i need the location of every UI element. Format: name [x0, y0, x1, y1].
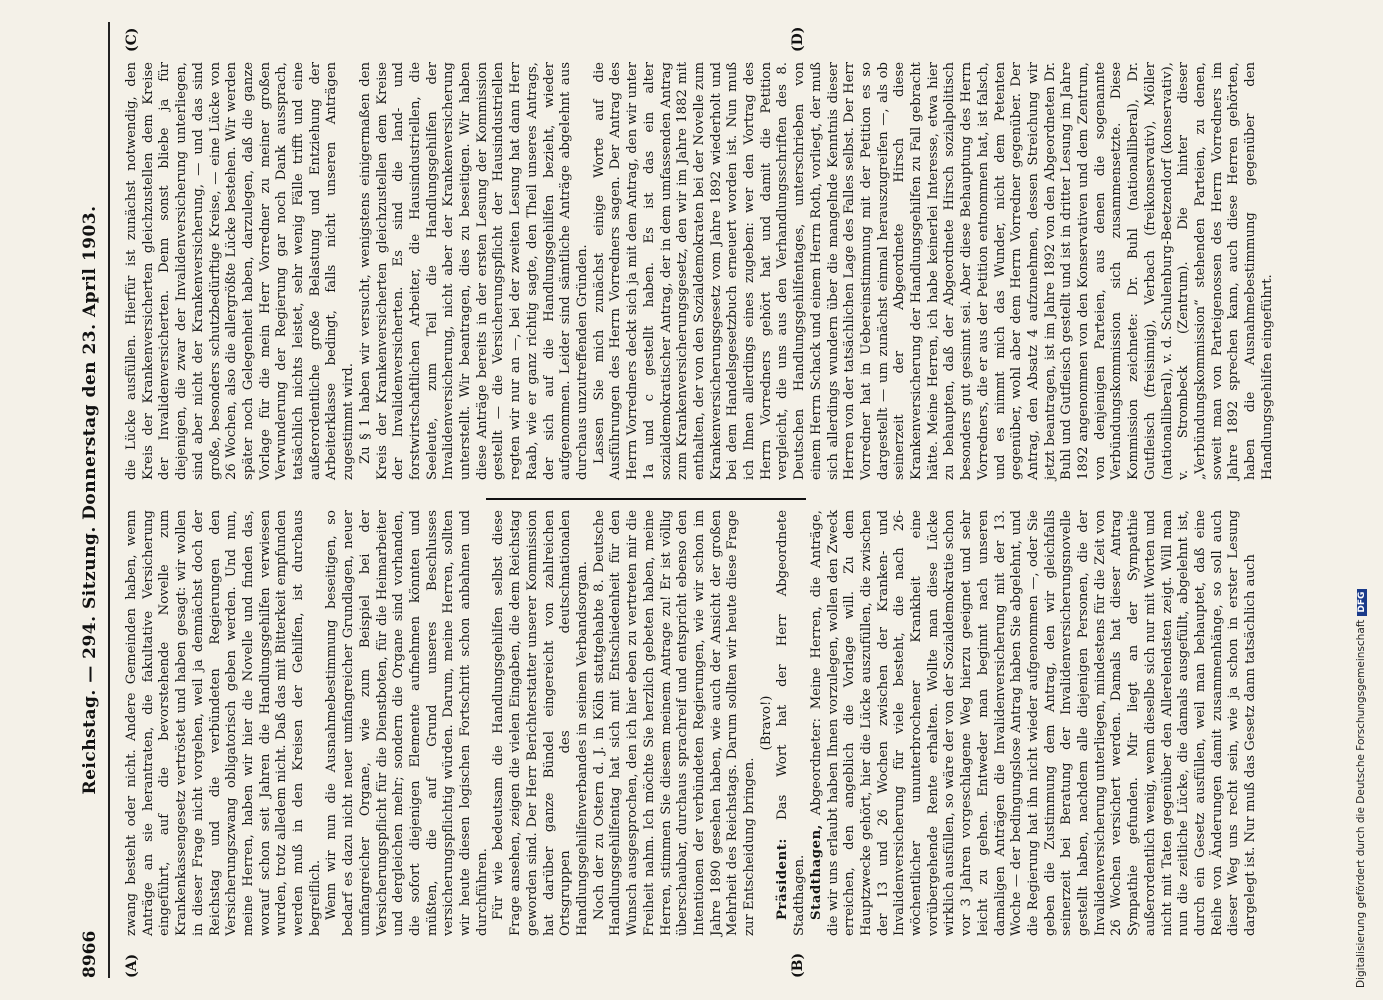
speaker-president: Präsident:: [775, 837, 791, 920]
left-paragraph-4: Noch der zu Ostern d. J. in Köln stattgehabte 8. Deutsche Handlungsgehilfentag hat sich mit Entschiedenheit für den Wunsch ausgesprochen, den ich hier eben zu vertreten mir die Freiheit nahm. Ich möchte Sie herzlich gebeten haben, meine Herren, stimmen Sie diesem meinem Antrage zu! Er ist völlig überschaubar, durchaus sprachreif und entspricht ebenso den Intentionen der verbündeten Regierungen, wie wir schon im Jahre 1890 gesehen haben, wie auch der Ansicht der großen Mehrheit des Reichstags. Darum sollten wir heute diese Frage zur Entscheidung bringen.: [591, 510, 758, 936]
page-title: Reichstag. — 294. Sitzung. Donnerstag den 23. April 1903.: [80, 205, 100, 795]
dfg-logo: DFG: [1357, 589, 1367, 616]
president-text: Das Wort hat der Herr Abgeordnete Stadthagen.: [775, 510, 808, 936]
margin-marker-a: (A): [124, 953, 140, 978]
stadthagen-text: Abgeordneter: Meine Herren, die Anträge, die wir uns erlaubt haben Ihnen vorzulegen, wollen den Zweck erreichen, den angeblich die Vorlage will. Zu dem Hauptzwecke gehört, hier die Lücke auszufüllen, die zwischen der 13 und 26 Wochen zwischen der Kranken- und Invalidenversicherung für viele besteht, die nach 26-wöchentlicher ununterbrochener Krankheit eine vorübergehende Rente erhalten. Wollte man diese Lücke wirklich ausfüllen, so wäre der von der Sozialdemokratie schon vor 3 Jahren vorgeschlagene Weg hierzu geeignet und sehr leicht zu gehen. Entweder man beginnt nach unseren damaligen Anträgen die Invalidenversicherung mit der 13. Woche — der bedingungslose Antrag haben Sie abgelehnt, und die Regierung hat ihn nicht wieder aufgenommen —, oder Sie geben die Zustimmung dem Antrag, den wir gleichfalls seinerzeit bei Beratung der Invalidenversicherungsnovelle gestellt haben, nachdem alle diejenigen Personen, die der Invalidenversicherung unterliegen, mindestens für die Zeit von 26 Wochen versichert werden. Damals hat dieser Antrag Sympathie gefunden. Mir liegt an der Sympathie außerordentlich wenig, wenn dieselbe sich nur mit Worten und nicht mit Taten gegenüber den Allerelendsten zeigt. Will man nun die zeitliche Lücke, die damals ausgefüllt, abgelehnt ist, durch ein Gesetz ausfüllen, weil man behauptet, daß eine Reihe von Änderungen damit zusammenhänge, so soll auch dieser Weg uns recht sein, wie ja schon in erster Lesung dargelegt ist. Nur muß das Gesetz dann tatsächlich auch: [808, 510, 1259, 936]
digitization-note: [1355, 0, 1367, 1000]
page-header: [80, 22, 106, 978]
header-rule: [108, 22, 110, 978]
right-paragraph-2: Zu § 1 haben wir versucht, wenigstens einigermaßen den Kreis der Krankenversicherten gleichzustellen dem Kreise der Invalidenversicherten. Es sind die land- und forstwirtschaftlichen Arbeiter, die Hausindustriellen, die Seeleute, zum Teil die Handlungsgehilfen der Invalidenversicherung, nicht aber der Krankenversicherung unterstellt. Wir beantragen, dies zu beseitigen. Wir haben diese Anträge bereits in der ersten Lesung der Kommission gestellt — die Versicherungspflicht der Hausindustriellen regten wir nur an —, bei der zweiten Lesung hat dann Herr Raab, wie er ganz richtig sagte, den Theil unseres Antrags, der sich auf die Handlungsgehilfen bezieht, wieder aufgenommen. Leider sind sämtliche Anträge abgelehnt aus durchaus unzutreffenden Gründen.: [357, 62, 590, 480]
digitization-text: Digitalisierung gefördert durch die Deutsche Forschungsgemeinschaft: [1355, 619, 1367, 988]
margin-marker-d: (D): [790, 26, 806, 52]
column-divider: [486, 498, 806, 500]
stadthagen-speech: [809, 510, 1260, 936]
president-remark: [775, 510, 808, 936]
left-column: [124, 510, 1260, 936]
left-paragraph-2: Wenn wir nun die Ausnahmebestimmung beseitigen, so bedarf es dazu nicht neuer umfangreicher Grundlagen, neuer umfangreicher Organe, wie zum Beispiel bei der Versicherungspflicht für die Dienstboten, für die Heimarbeiter und dergleichen mehr; sondern die Organe sind vorhanden, die sofort diejenigen Elemente aufnehmen könnten und müßten, die auf Grund unseres Beschlusses versicherungspflichtig würden. Darum, meine Herren, sollten wir heute diesen logischen Fortschritt schon anbahnen und durchführen.: [324, 510, 490, 936]
speaker-stadthagen: Stadthagen,: [808, 824, 824, 920]
right-paragraph-1: die Lücke ausfüllen. Hierfür ist zunächst notwendig, den Kreis der Krankenversicherten gleichzustellen dem Kreise der Invalidenversicherten. Denn sonst bliebe ja für diejenigen, die zwar der Invalidenversicherung unterliegen, sind aber nicht der Krankenversicherung, — und das sind große, besonders schutzbedürftige Kreise, — eine Lücke von 26 Wochen, also die allergrößte Lücke bestehen. Wir werden später noch Gelegenheit haben, darzulegen, daß die ganze Vorlage für die mein Herr Vorredner zu meiner großen Verwunderung der Regierung gar noch Dank aussprach, tatsächlich nichts leistet, sehr wenig Fälle trifft und eine außerordentliche große Belastung und Entziehung der Arbeiterklasse bedingt, falls nicht unseren Anträgen zugestimmt wird.: [124, 62, 357, 480]
left-paragraph-3: Für wie bedeutsam die Handlungsgehilfen selbst diese Frage ansehen, zeigen die vielen Eingaben, die dem Reichstag geworden sind. Der Herr Berichterstatter unserer Kommission hat darüber ganze Bündel eingereicht von zahlreichen Ortsgruppen des deutschnationalen Handlungsgehilfenverbandes in seinem Verbandsorgan.: [491, 510, 590, 936]
margin-marker-c: (C): [124, 27, 140, 52]
right-paragraph-3: Lassen Sie mich zunächst einige Worte auf die Ausführungen des Herrn Vorredners sagen. Der Antrag des Herrn Vorredners deckt sich ja mit dem Antrag, den wir unter 1a und c gestellt haben. Es ist das ein alter sozialdemokratischer Antrag, der in dem umfassenden Antrag zum Krankenversicherungsgesetz, den wir im Jahre 1882 mit enthalten, der von den Sozialdemokraten bei der Novelle zum Krankenversicherungsgesetz vom Jahre 1892 wiederholt und bei dem Handelsgesetzbuch erneuert worden ist. Nun muß ich Ihnen allerdings eines zugeben: wer den Vortrag des Herrn Vorredners gehört hat und damit die Petition vergleicht, die uns aus den Verhandlungsschriften des 8. Deutschen Handlungsgehilfentages, unterschrieben von einem Herrn Schack und einem Herrn Roth, vorliegt, der muß sich allerdings wundern über die mangelnde Kenntnis dieser Herren von der tatsächlichen Lage des Falles selbst. Der Herr Vorredner hat in Uebereinstimmung mit der Petition es so dargestellt — um zunächst einmal herauszugreifen —, als ob seinerzeit der Abgeordnete Hirsch diese Krankenversicherung der Handlungsgehilfen zu Fall gebracht hätte. Meine Herren, ich habe keinerlei Interesse, etwa hier zu behaupten, daß der Abgeordnete Hirsch sozialpolitisch besonders gut gesinnt sei. Aber diese Behauptung des Herrn Vorredners, die er aus der Petition entnommen hat, ist falsch, und es nimmt mich das Wunder, nicht dem Petenten gegenüber, wohl aber dem Herrn Vorredner gegenüber. Der Antrag, den Absatz 4 aufzunehmen, dessen Streichung wir jetzt beantragen, ist im Jahre 1892 von den Abgeordneten Dr. Buhl und Gutfleisch gestellt und ist in dritter Lesung im Jahre 1892 angenommen von den Konservativen und dem Zentrum, von denjenigen Parteien, aus denen die sogenannte Verbündungskommission sich zusammensetzte. Diese Kommission zeichnete: Dr. Buhl (nationalliberal), Dr. Gutfleisch (freisinnig), Verbach (freikonservativ), Möller (nationalliberal), v. d. Schulenburg-Beetzendorf (konservativ), v. Strombeck (Zentrum). Die hinter dieser „Verbündungskommission“ stehenden Parteien, zu denen, soweit man von Parteigenossen des Herrn Vorredners im Jahre 1892 sprechen kann, auch diese Herren gehörten, haben die Ausnahmebestimmung gegenüber den Handlungsgehilfen eingeführt.: [591, 62, 1275, 480]
page-number: 8966: [80, 930, 100, 978]
right-column: [124, 62, 1277, 480]
margin-marker-b: (B): [790, 952, 806, 978]
applause-note: (Bravo!): [758, 695, 774, 751]
left-paragraph-1: zwang besteht oder nicht. Andere Gemeinden haben, wenn Anträge an sie herantraten, die fakultative Versicherung eingeführt, auf die bevorstehende Novelle zum Krankenkassengesetz vertröstet und haben gesagt: wir wollen in dieser Frage nicht vorgehen, weil ja demnächst doch der Reichstag und die verbündeten Regierungen den Versicherungszwang obligatorisch geben werden. Und nun, meine Herren, haben wir hier die Novelle und finden das, worauf schon seit Jahren die Handlungsgehilfen verwiesen wurden, trotz alledem nicht. Daß das mit Bitterkeit empfunden werden muß in den Kreisen der Gehilfen, ist durchaus begreiflich.: [124, 510, 323, 936]
